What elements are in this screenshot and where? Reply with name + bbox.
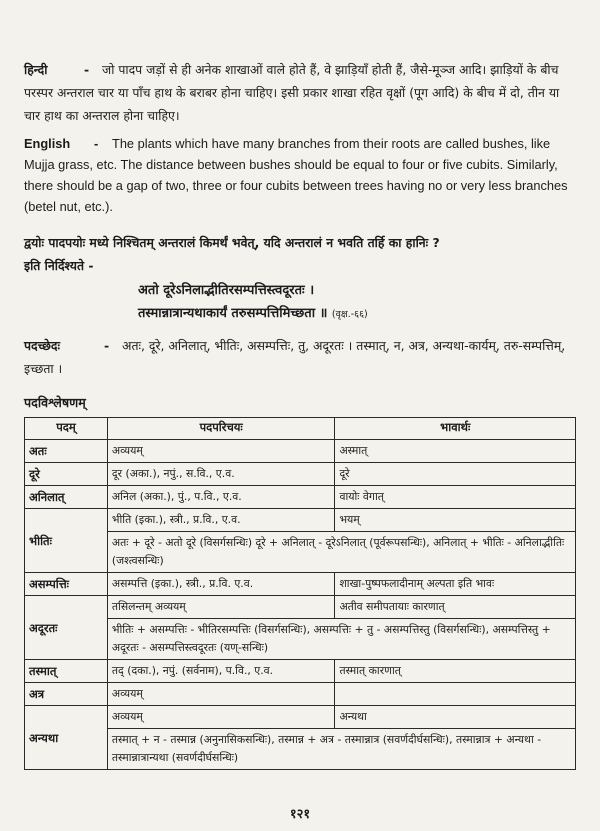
padaccheda-text: अतः, दूरे, अनिलात्, भीतिः, असम्पत्तिः, तु, अदूरतः । तस्मात्, न, अत्र, अन्यथा-कार्यम्, तरु-सम्पत्तिम्, इच्छता । (24, 338, 566, 376)
header-bhavartha: भावार्थः (335, 418, 576, 440)
question-line-2: इति निर्दिश्यते - (24, 258, 94, 273)
word-cell: अत्र (25, 683, 108, 706)
hindi-text: जो पादप जड़ों से ही अनेक शाखाओं वाले होते हैं, वे झाड़ियाँ होती हैं, जैसे-मूञ्ज आदि। झाड़ियों के बीच परस्पर अन्तराल चार या पाँच हाथ के बराबर होना चाहिए। इसी प्रकार शाखा रहित वृक्षों (पूग आदि) के बीच में दो, तीन या चार हाथ का अन्तराल होना चाहिए। (24, 62, 560, 123)
padaccheda-paragraph (24, 334, 576, 380)
sandhi-cell: अतः + दूरे - अतो दूरे (विसर्गसन्धिः) दूरे + अनिलात् - दूरेऽनिलात् (पूर्वरूपसन्धिः), अनिलात् + भीतिः - अनिलाद्भीतिः (जश्त्वसन्धिः) (107, 532, 575, 573)
analysis-title: पदविश्लेषणम् (24, 395, 86, 410)
parichay-cell: अव्ययम् (107, 440, 335, 463)
table-row (25, 596, 576, 619)
table-row (25, 660, 576, 683)
header-padam: पदम् (25, 418, 108, 440)
parichay-cell: असम्पत्ति (इका.), स्त्री., प्र.वि. ए.व. (107, 573, 335, 596)
bhavartha-cell: वायोः वेगात् (335, 486, 576, 509)
bhavartha-cell: शाखा-पुष्पफलादीनाम् अल्पता इति भावः (335, 573, 576, 596)
english-label: English (24, 136, 71, 151)
word-cell: अन्यथा (25, 706, 108, 770)
question (24, 231, 576, 277)
page-number: १२१ (289, 807, 311, 822)
parichay-cell: तसिलन्तम् अव्ययम् (107, 596, 335, 619)
padaccheda-sep: - (104, 338, 110, 353)
sandhi-cell: भीतिः + असम्पत्तिः - भीतिरसम्पत्तिः (विसर्गसन्धिः), असम्पत्तिः + तु - असम्पत्तिस्तु (विसर्गसन्धिः), असम्पत्तिस्तु + अदूरतः - असम्पत्तिस्त्वदूरतः (यण्-सन्धिः) (107, 619, 575, 660)
question-line-1: द्वयोः पादपयोः मध्ये निश्चितम् अन्तरालं किमर्थं भवेत्, यदि अन्तरालं न भवति तर्हि का हानिः ? (24, 235, 440, 250)
parichay-cell: दूर (अका.), नपुं., स.वि., ए.व. (107, 463, 335, 486)
bhavartha-cell (335, 683, 576, 706)
analysis-table (24, 417, 576, 770)
bhavartha-cell: अस्मात् (335, 440, 576, 463)
verse-line-2 (138, 302, 576, 326)
word-cell: तस्मात् (25, 660, 108, 683)
parichay-cell: अव्ययम् (107, 706, 335, 729)
word-cell: दूरे (25, 463, 108, 486)
table-row (25, 619, 576, 660)
english-paragraph (24, 133, 576, 217)
table-row (25, 463, 576, 486)
bhavartha-cell: अन्यथा (335, 706, 576, 729)
table-header-row (25, 418, 576, 440)
parichay-cell: अव्ययम् (107, 683, 335, 706)
verse-line-1: अतो दूरेऽनिलाद्भीतिरसम्पत्तिस्त्वदूरतः । (138, 283, 315, 298)
table-row (25, 706, 576, 729)
table-row (25, 683, 576, 706)
table-row (25, 440, 576, 463)
word-cell: अनिलात् (25, 486, 108, 509)
parichay-cell: तद् (दका.), नपुं. (सर्वनाम), प.वि., ए.व. (107, 660, 335, 683)
hindi-label: हिन्दी (24, 62, 48, 77)
bhavartha-cell: भयम् (335, 509, 576, 532)
table-row (25, 573, 576, 596)
parichay-cell: अनिल (अका.), पुं., प.वि., ए.व. (107, 486, 335, 509)
sandhi-cell: तस्मात् + न - तस्मान्न (अनुनासिकसन्धिः), तस्मान्न + अत्र - तस्मान्नात्र (सवर्णदीर्घसन्धिः), तस्मान्नात्र + अन्यथा - तस्मान्नात्रान्यथा (सवर्णदीर्घसन्धिः) (107, 729, 575, 770)
bhavartha-cell: तस्मात् कारणात् (335, 660, 576, 683)
verse-reference: (वृक्ष.-६६) (331, 309, 368, 320)
table-row (25, 486, 576, 509)
word-cell: अतः (25, 440, 108, 463)
bhavartha-cell: दूरे (335, 463, 576, 486)
hindi-paragraph (24, 58, 576, 127)
hindi-sep: - (84, 62, 90, 77)
table-row (25, 509, 576, 532)
header-padaparichay: पदपरिचयः (107, 418, 335, 440)
word-cell: अदूरतः (25, 596, 108, 660)
bhavartha-cell: अतीव समीपतायाः कारणात् (335, 596, 576, 619)
verse-line-2-text: तस्मान्नात्रान्यथाकार्यं तरुसम्पत्तिमिच्छता ॥ (138, 306, 328, 321)
word-cell: असम्पत्तिः (25, 573, 108, 596)
page-content (24, 58, 576, 770)
parichay-cell: भीति (इका.), स्त्री., प्र.वि., ए.व. (107, 509, 335, 532)
table-row (25, 729, 576, 770)
english-sep: - (94, 136, 99, 151)
table-row (25, 532, 576, 573)
verse (24, 279, 576, 326)
padaccheda-label: पदच्छेदः (24, 338, 60, 353)
word-cell: भीतिः (25, 509, 108, 573)
english-text: The plants which have many branches from their roots are called bushes, like Mujja grass, etc. The distance between bushes should be equal to four or five cubits. Similarly, there should be a gap of two, three or four cubits between trees having no or very less branches (betel nut, etc.). (24, 136, 568, 214)
